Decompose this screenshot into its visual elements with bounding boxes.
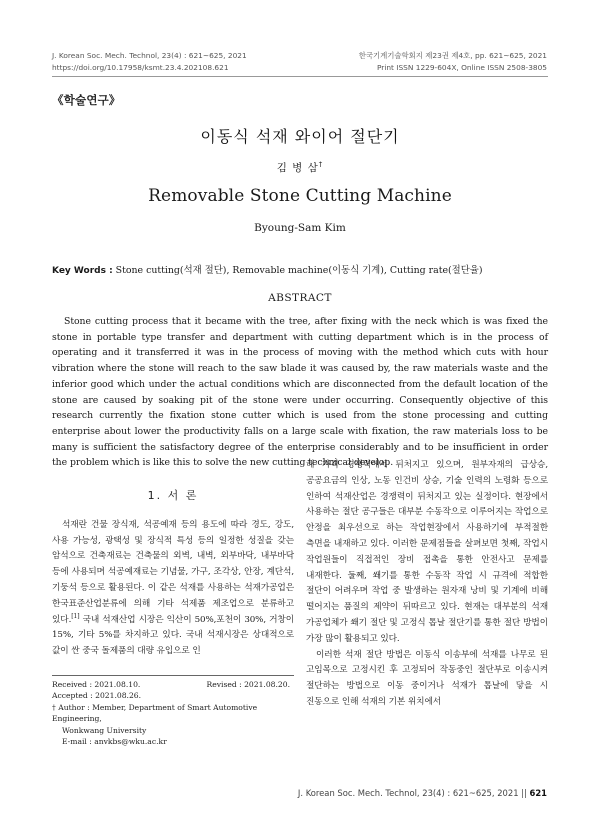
footnote-divider: [52, 675, 294, 676]
paper-title-english: Removable Stone Cutting Machine: [148, 186, 452, 206]
doi-link[interactable]: https://doi.org/10.17958/ksmt.23.4.202108.621: [52, 63, 229, 72]
body-paragraph: 이러한 석재 절단 방법은 이동식 이송부에 석재를 나무로 된 고임목으로 고정시킨 후 고정되어 작동중인 절단부로 이송시켜 절단하는 방법으로 이동 중이거나 석재가 톱날에 닿을 시 진동으로 인해 석재의 기본 위치에서: [306, 649, 548, 707]
citation-reference[interactable]: [1]: [71, 612, 80, 620]
running-header-right: [359, 50, 547, 74]
paragraph-text: 국내 석재산업 시장은 익산이 50%,포천이 30%, 거창이 15%, 기타 5%를 차지하고 있다. 국내 석재시장은 상대적으로 값이 싼 중국 돌제품의 대량 유입으로 인: [52, 614, 294, 657]
header-divider: [52, 76, 548, 77]
revised-date: Revised : 2021.08.20.: [206, 680, 290, 689]
section-heading-introduction: 1. 서 론: [147, 489, 199, 502]
received-date: Received : 2021.08.10.: [52, 680, 141, 689]
author-footnote-mark: †: [318, 160, 324, 169]
body-column-left: [52, 488, 294, 660]
footnotes: [52, 679, 294, 747]
keywords-label: Key Words :: [52, 266, 113, 276]
accepted-date: Accepted : 2021.08.26.: [52, 691, 142, 701]
journal-citation-korean: 한국기계기술학회지 제23권 제4호, pp. 621~625, 2021: [358, 51, 547, 60]
issn-info: Print ISSN 1229-604X, Online ISSN 2508-3805: [376, 63, 547, 72]
journal-citation: J. Korean Soc. Mech. Technol, 23(4) : 621~625, 2021: [52, 51, 247, 60]
keywords: [52, 262, 548, 276]
page-number: 621: [529, 788, 547, 798]
footer-citation: J. Korean Soc. Mech. Technol, 23(4) : 621~625, 2021 ||: [297, 788, 527, 798]
article-category: 《학술연구》: [52, 93, 121, 107]
author-affiliation: Author : Member, Department of Smart Automotive Engineering,: [52, 702, 258, 724]
received-revised-row: [52, 679, 294, 690]
author-name-text: 김 병 삼: [276, 162, 319, 174]
paragraph-text: 석재란 건물 장식재, 석공예재 등의 용도에 따라 경도, 강도, 사용 가능성, 광택성 및 장식적 특성 등의 일정한 성질을 갖는 암석으로 건축재료는 건축물의 외벽, 내벽, 외부바닥, 내부바닥 등에 사용되며 석공예재료는 기념물, 가구, 조각상, 안장, 계단석, 기둥석 등으로 활용된다. 이 같은 석재를 사용하는 석재가공업은 한국표준산업분류에 의해 기타 석제품 제조업으로 분류하고 있다.: [52, 519, 294, 625]
dagger-mark: †: [52, 702, 56, 712]
author-footnote: [52, 702, 294, 725]
abstract-text: Stone cutting process that it became with the tree, after fixing with the neck which is was fixed the stone in portable type transfer and department with cutting department which is in the process of operating and it transferred it was in the process of moving with the method which cuts with hour vibration where the stone will reach to the saw blade it was caused by, the raw materials waste and the inferior good which under the actual conditions which are disconnected from the default location of the stone are caused by soaking pit of the stone were under occurring. Consequently objective of this research currently the fixation stone cutter which is used from the stone processing and cutting enterprise about lower the productivity falls on a large scale with fixation, the raw materials loss to be many is sufficient the satisfactory degree of the enterprise considerably and to be insufficient in order the problem which is like this to solve the new cutting technical develop.: [52, 316, 548, 469]
university-name: Wonkwang University: [62, 725, 147, 735]
author-email[interactable]: E-mail : anvkbs@wku.ac.kr: [62, 737, 167, 747]
body-column-right: [306, 458, 548, 711]
body-paragraph: [52, 518, 294, 660]
author-name-english: Byoung-Sam Kim: [254, 222, 346, 234]
body-paragraph-continued: 해 가격 경쟁력에서 뒤처지고 있으며, 원부자재의 급상승, 공공요금의 인상, 노동 인건비 상승, 기술 인력의 노령화 등으로 인하여 석재산업은 경쟁력이 뒤처지고 있는 실정이다. 현장에서 사용하는 절단 공구들은 대부분 수동작으로 이루어지는 작업으로 안정을 최우선으로 하는 작업현장에서 사용하기에 부적절한 측면을 내재하고 있다. 이러한 문제점들을 살펴보면 첫째, 작업시 작업원들이 직접적인 장비 접촉을 통한 안전사고 문제를 내재한다. 둘째, 쐐기를 통한 수동작 작업 시 규격에 적합한 절단이 어려우며 작업 중 발생하는 원자재 낭비 및 기계에 비해 떨어지는 품질의 제약이 뒤따르고 있다. 현재는 대부분의 석재 가공업체가 쐐기 절단 및 고정식 톱날 절단기를 통한 절단 방법이 가장 많이 활용되고 있다.: [306, 460, 548, 644]
running-header-left: [52, 50, 247, 74]
abstract-heading: ABSTRACT: [268, 292, 332, 304]
page-footer: [298, 788, 547, 798]
paper-title-korean: 이동식 석재 와이어 절단기: [200, 127, 400, 146]
author-name-korean: [0, 160, 600, 175]
keywords-text: Stone cutting(석재 절단), Removable machine(이동식 기계), Cutting rate(절단율): [115, 265, 483, 276]
